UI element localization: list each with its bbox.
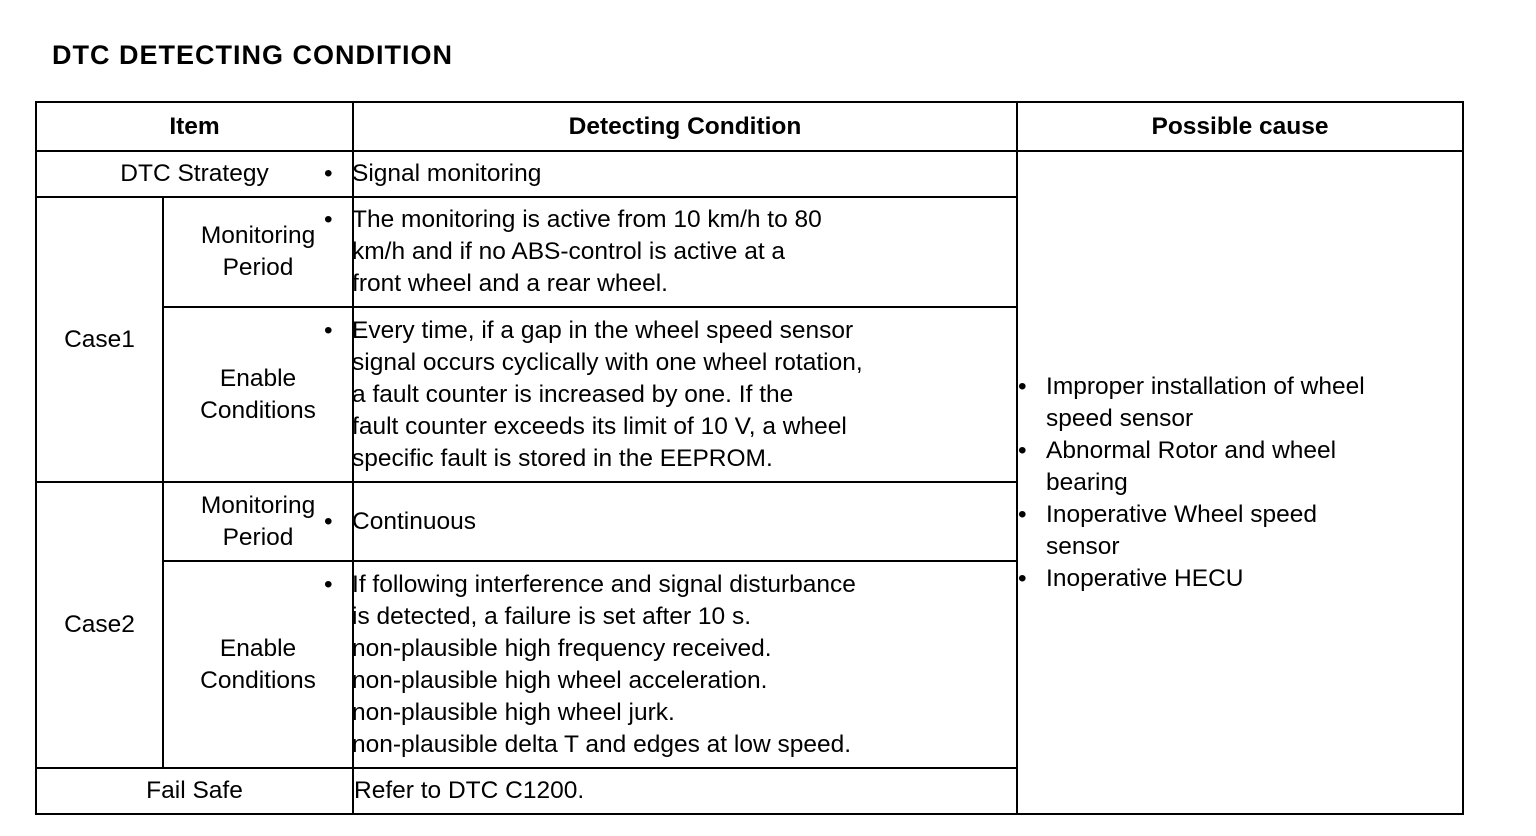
case1-monitoring-label: Monitoring Period xyxy=(163,197,353,307)
case2-label: Case2 xyxy=(36,482,163,768)
possible-cause-cell xyxy=(1017,151,1463,814)
dtc-strategy-condition xyxy=(353,151,1017,197)
header-item: Item xyxy=(36,102,353,151)
case1-monitoring-bullet: • The monitoring is active from 10 km/h to 80 km/h and if no ABS-control is active at a front wheel and a rear wheel. xyxy=(324,204,1016,300)
case2-enable-condition xyxy=(353,561,1017,768)
dtc-condition-table xyxy=(35,101,1464,815)
case2-monitoring-bullet: • Continuous xyxy=(324,506,1016,538)
case2-enable-bullet: • If following interference and signal disturbance is detected, a failure is set after 10 s. non-plausible high frequency received. non-plausible high wheel acceleration. non-plausible high wheel jurk. non-plausible delta T and edges at low speed. xyxy=(324,569,1016,761)
row-dtc-strategy xyxy=(36,151,1463,197)
strategy-bullet: • Signal monitoring xyxy=(324,158,1016,190)
case1-enable-label: Enable Conditions xyxy=(163,307,353,482)
case2-enable-label: Enable Conditions xyxy=(163,561,353,768)
fail-safe-condition: Refer to DTC C1200. xyxy=(353,768,1017,814)
cause-item-2: • Abnormal Rotor and wheel bearing xyxy=(1018,435,1462,499)
header-possible-cause: Possible cause xyxy=(1017,102,1463,151)
fail-safe-label: Fail Safe xyxy=(36,768,353,814)
case2-monitoring-condition xyxy=(353,482,1017,561)
cause-item-1: • Improper installation of wheel speed sensor xyxy=(1018,371,1462,435)
case2-monitoring-label: Monitoring Period xyxy=(163,482,353,561)
case1-label: Case1 xyxy=(36,197,163,482)
header-detecting-condition: Detecting Condition xyxy=(353,102,1017,151)
case1-monitoring-condition xyxy=(353,197,1017,307)
possible-cause-list xyxy=(1018,371,1462,595)
dtc-strategy-label: DTC Strategy xyxy=(36,151,353,197)
cause-item-3: • Inoperative Wheel speed sensor xyxy=(1018,499,1462,563)
header-row xyxy=(36,102,1463,151)
page-title: DTC DETECTING CONDITION xyxy=(52,40,453,70)
case1-enable-bullet: • Every time, if a gap in the wheel speed sensor signal occurs cyclically with one wheel rotation, a fault counter is increased by one. If the fault counter exceeds its limit of 10 V, a wheel specific fault is stored in the EEPROM. xyxy=(324,315,1016,475)
cause-item-4: • Inoperative HECU xyxy=(1018,563,1462,595)
case1-enable-condition xyxy=(353,307,1017,482)
